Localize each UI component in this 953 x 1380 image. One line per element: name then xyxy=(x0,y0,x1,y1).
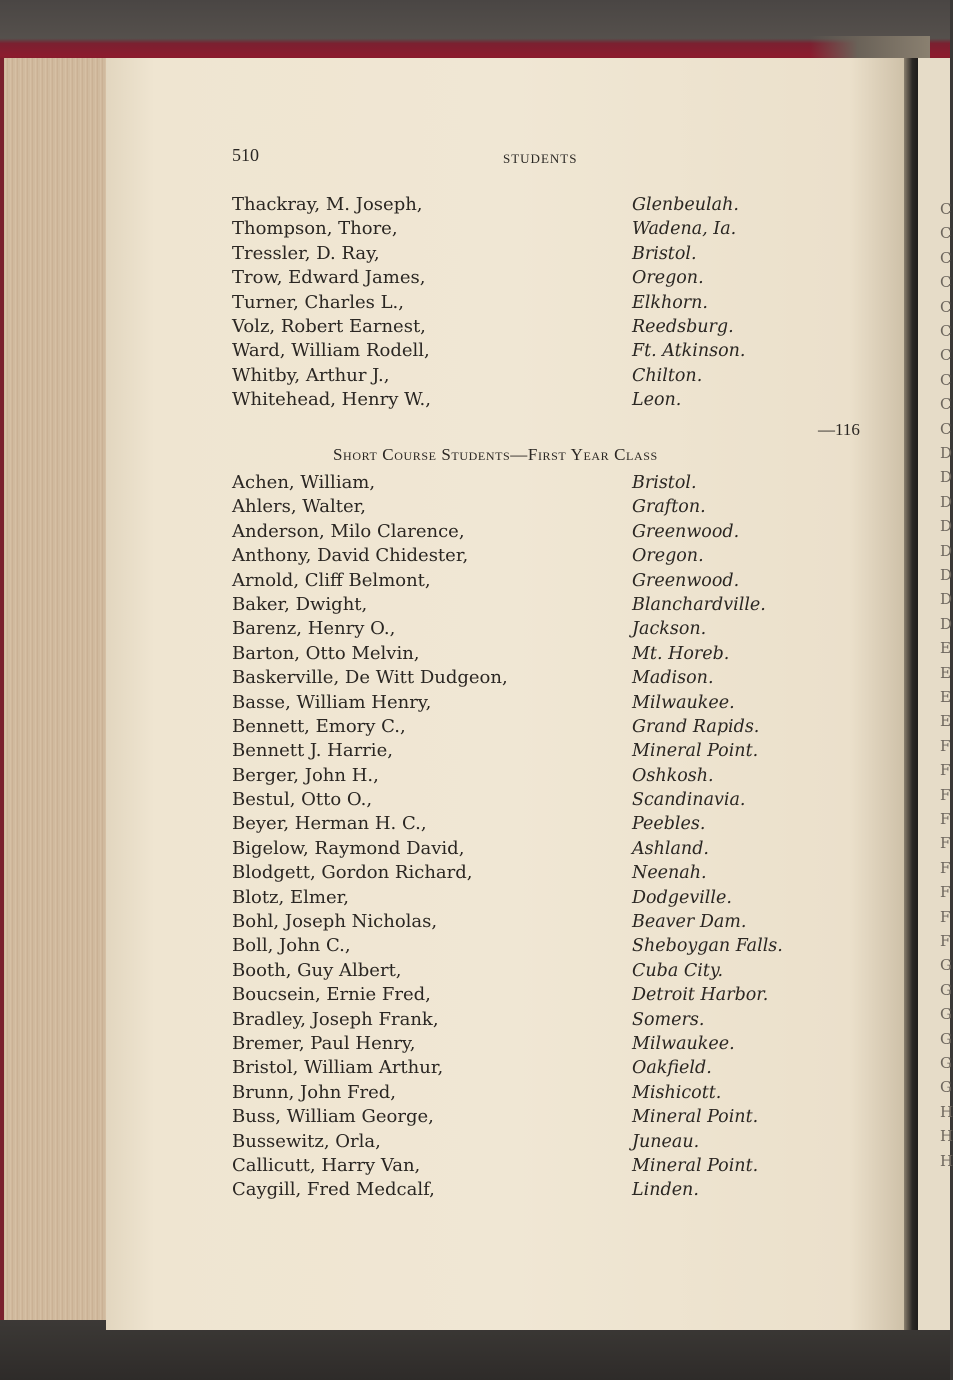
student-name: Anderson, Milo Clarence, xyxy=(232,520,465,542)
facing-page-letter: F xyxy=(940,907,951,926)
student-entry xyxy=(232,716,832,740)
page-header xyxy=(232,145,832,169)
facing-page-letter: C xyxy=(940,224,952,243)
student-hometown: Wadena, Ia. xyxy=(632,219,737,240)
student-name: Barton, Otto Melvin, xyxy=(232,642,420,664)
student-name: Anthony, David Chidester, xyxy=(232,545,469,567)
student-hometown: Ft. Atkinson. xyxy=(632,341,746,362)
student-hometown: Oakfield. xyxy=(632,1058,712,1079)
student-entry xyxy=(232,496,832,520)
facing-page-letter: G xyxy=(940,1054,952,1072)
student-name: Basse, William Henry, xyxy=(232,691,432,713)
facing-page-letter: F xyxy=(940,761,951,780)
student-entry xyxy=(232,1033,832,1057)
spine-tape xyxy=(810,36,930,58)
student-name: Callicutt, Harry Van, xyxy=(232,1154,421,1176)
student-hometown: Scandinavia. xyxy=(632,790,746,811)
facing-page-letter: G xyxy=(940,1005,952,1024)
student-name: Baskerville, De Witt Dudgeon, xyxy=(232,667,508,689)
student-name: Bussewitz, Orla, xyxy=(232,1130,381,1152)
student-entry xyxy=(232,316,832,340)
facing-page-letter: F xyxy=(940,810,951,828)
student-name: Volz, Robert Earnest, xyxy=(232,315,426,337)
student-entry xyxy=(232,911,832,935)
facing-page-letter: D xyxy=(940,590,953,609)
student-hometown: Mineral Point. xyxy=(632,741,759,762)
facing-page-letter: C xyxy=(940,248,952,267)
student-entry xyxy=(232,935,832,959)
subtotal-count: —116 xyxy=(818,420,860,439)
student-hometown: Mishicott. xyxy=(632,1082,722,1103)
student-hometown: Leon. xyxy=(632,390,682,411)
facing-page-letter: C xyxy=(940,322,952,340)
facing-page-letter: C xyxy=(940,346,952,365)
student-hometown: Sheboygan Falls. xyxy=(632,936,783,957)
student-entry xyxy=(232,692,832,716)
student-entry xyxy=(232,521,832,545)
student-entry xyxy=(232,194,832,218)
student-name: Bennett J. Harrie, xyxy=(232,740,393,762)
student-hometown: Neenah. xyxy=(632,863,707,884)
student-entry xyxy=(232,643,832,667)
student-entry xyxy=(232,1131,832,1155)
running-head: STUDENTS xyxy=(503,151,578,166)
book-gutter xyxy=(904,58,918,1330)
student-hometown: Reedsburg. xyxy=(632,316,734,337)
student-hometown: Jackson. xyxy=(632,619,707,640)
student-entry xyxy=(232,594,832,618)
student-entry xyxy=(232,472,832,496)
short-course-student-list xyxy=(232,472,832,1204)
student-name: Caygill, Fred Medcalf, xyxy=(232,1179,435,1201)
student-name: Blodgett, Gordon Richard, xyxy=(232,862,473,884)
continued-student-list xyxy=(232,194,832,414)
student-name: Berger, John H., xyxy=(232,764,379,786)
facing-page-letter: C xyxy=(940,419,952,438)
facing-page-edge xyxy=(918,58,953,1330)
student-entry xyxy=(232,667,832,691)
student-entry xyxy=(232,887,832,911)
student-name: Arnold, Cliff Belmont, xyxy=(232,569,431,591)
student-entry xyxy=(232,618,832,642)
facing-page-letter: G xyxy=(940,956,952,975)
facing-page-letter: C xyxy=(940,200,952,218)
student-name: Trow, Edward James, xyxy=(232,267,426,289)
student-entry xyxy=(232,292,832,316)
student-entry xyxy=(232,545,832,569)
student-hometown: Elkhorn. xyxy=(632,292,708,313)
student-hometown: Cuba City. xyxy=(632,960,724,981)
student-entry xyxy=(232,1082,832,1106)
student-hometown: Peebles. xyxy=(632,814,706,835)
student-entry xyxy=(232,1179,832,1203)
facing-page-letter: D xyxy=(940,614,953,633)
facing-page-letter: C xyxy=(940,273,952,292)
student-name: Boucsein, Ernie Fred, xyxy=(232,984,431,1006)
student-name: Booth, Guy Albert, xyxy=(232,959,402,981)
student-hometown: Ashland. xyxy=(632,838,709,859)
student-entry xyxy=(232,365,832,389)
student-name: Bigelow, Raymond David, xyxy=(232,837,465,859)
student-entry xyxy=(232,862,832,886)
student-hometown: Milwaukee. xyxy=(632,1033,735,1054)
student-hometown: Bristol. xyxy=(632,243,697,264)
student-name: Ahlers, Walter, xyxy=(232,496,366,518)
student-hometown: Oregon. xyxy=(632,268,704,289)
student-hometown: Oregon. xyxy=(632,546,704,567)
facing-page-letter: C xyxy=(940,370,952,389)
student-name: Beyer, Herman H. C., xyxy=(232,813,427,835)
student-name: Bohl, Joseph Nicholas, xyxy=(232,911,438,933)
student-hometown: Milwaukee. xyxy=(632,692,735,713)
student-name: Bradley, Joseph Frank, xyxy=(232,1008,439,1030)
page-edges xyxy=(0,58,112,1320)
facing-page-letter: D xyxy=(940,492,953,511)
facing-page-letter: E xyxy=(940,712,951,731)
facing-page-letter: F xyxy=(940,785,951,804)
student-name: Achen, William, xyxy=(232,472,376,493)
facing-page-letter: D xyxy=(940,444,953,462)
section-heading: Short Course Students—First Year Class xyxy=(333,445,658,464)
student-hometown: Bristol. xyxy=(632,473,697,493)
facing-page-letter: C xyxy=(940,395,952,414)
student-entry xyxy=(232,1155,832,1179)
student-name: Buss, William George, xyxy=(232,1106,434,1128)
student-entry xyxy=(232,389,832,413)
student-hometown: Somers. xyxy=(632,1009,705,1030)
student-name: Whitby, Arthur J., xyxy=(232,364,390,386)
student-name: Baker, Dwight, xyxy=(232,593,368,615)
student-name: Bremer, Paul Henry, xyxy=(232,1032,416,1054)
student-hometown: Juneau. xyxy=(632,1131,700,1152)
student-name: Turner, Charles L., xyxy=(232,291,404,313)
student-entry xyxy=(232,960,832,984)
student-hometown: Beaver Dam. xyxy=(632,912,747,933)
student-name: Bristol, William Arthur, xyxy=(232,1057,444,1079)
student-name: Thackray, M. Joseph, xyxy=(232,194,423,215)
student-name: Bennett, Emory C., xyxy=(232,715,406,737)
student-name: Thompson, Thore, xyxy=(232,218,398,240)
facing-page-letter: H xyxy=(940,1127,953,1146)
student-hometown: Grand Rapids. xyxy=(632,716,760,737)
facing-page-letter: E xyxy=(940,639,951,658)
facing-page-letter: E xyxy=(940,663,951,682)
facing-page-letter: D xyxy=(940,517,953,536)
student-hometown: Grafton. xyxy=(632,497,706,518)
student-hometown: Mt. Horeb. xyxy=(632,643,730,664)
student-name: Tressler, D. Ray, xyxy=(232,242,380,264)
student-hometown: Mineral Point. xyxy=(632,1107,759,1128)
student-entry xyxy=(232,243,832,267)
student-entry xyxy=(232,218,832,242)
student-entry xyxy=(232,984,832,1008)
student-entry xyxy=(232,1106,832,1130)
facing-page-letter: F xyxy=(940,858,951,877)
student-hometown: Greenwood. xyxy=(632,521,740,542)
facing-page-letter: H xyxy=(940,1151,953,1170)
student-hometown: Linden. xyxy=(632,1180,699,1201)
student-hometown: Glenbeulah. xyxy=(632,195,739,215)
student-hometown: Chilton. xyxy=(632,365,703,386)
student-entry xyxy=(232,765,832,789)
student-name: Boll, John C., xyxy=(232,935,351,957)
student-name: Brunn, John Fred, xyxy=(232,1081,397,1103)
student-name: Bestul, Otto O., xyxy=(232,789,373,811)
student-entry xyxy=(232,789,832,813)
student-entry xyxy=(232,838,832,862)
facing-page-letter: H xyxy=(940,1102,953,1121)
student-entry xyxy=(232,340,832,364)
facing-page-letter: F xyxy=(940,736,951,755)
facing-page-letter: E xyxy=(940,688,951,706)
facing-page-letter: D xyxy=(940,468,953,487)
facing-page-letter: F xyxy=(940,834,951,853)
student-entry xyxy=(232,570,832,594)
student-hometown: Madison. xyxy=(632,668,714,689)
facing-page-letter: G xyxy=(940,1029,952,1048)
facing-page-letter: G xyxy=(940,980,952,999)
facing-page-letter: D xyxy=(940,541,953,560)
page-number: 510 xyxy=(232,145,259,165)
student-entry xyxy=(232,813,832,837)
student-entry xyxy=(232,740,832,764)
facing-page-letter: D xyxy=(940,566,953,584)
facing-page-letter: G xyxy=(940,1078,952,1097)
facing-page-letter: F xyxy=(940,883,951,902)
student-hometown: Mineral Point. xyxy=(632,1155,759,1176)
student-hometown: Blanchardville. xyxy=(632,594,766,615)
student-hometown: Dodgeville. xyxy=(632,887,732,908)
student-hometown: Greenwood. xyxy=(632,570,740,591)
student-name: Ward, William Rodell, xyxy=(232,340,430,362)
student-name: Whitehead, Henry W., xyxy=(232,389,431,411)
student-entry xyxy=(232,1057,832,1081)
facing-page-letter: C xyxy=(940,297,952,316)
student-entry xyxy=(232,267,832,291)
student-entry xyxy=(232,1009,832,1033)
student-name: Blotz, Elmer, xyxy=(232,886,349,908)
student-name: Barenz, Henry O., xyxy=(232,618,396,640)
student-hometown: Detroit Harbor. xyxy=(632,985,769,1006)
facing-page-letter: F xyxy=(940,932,951,950)
student-hometown: Oshkosh. xyxy=(632,765,714,786)
